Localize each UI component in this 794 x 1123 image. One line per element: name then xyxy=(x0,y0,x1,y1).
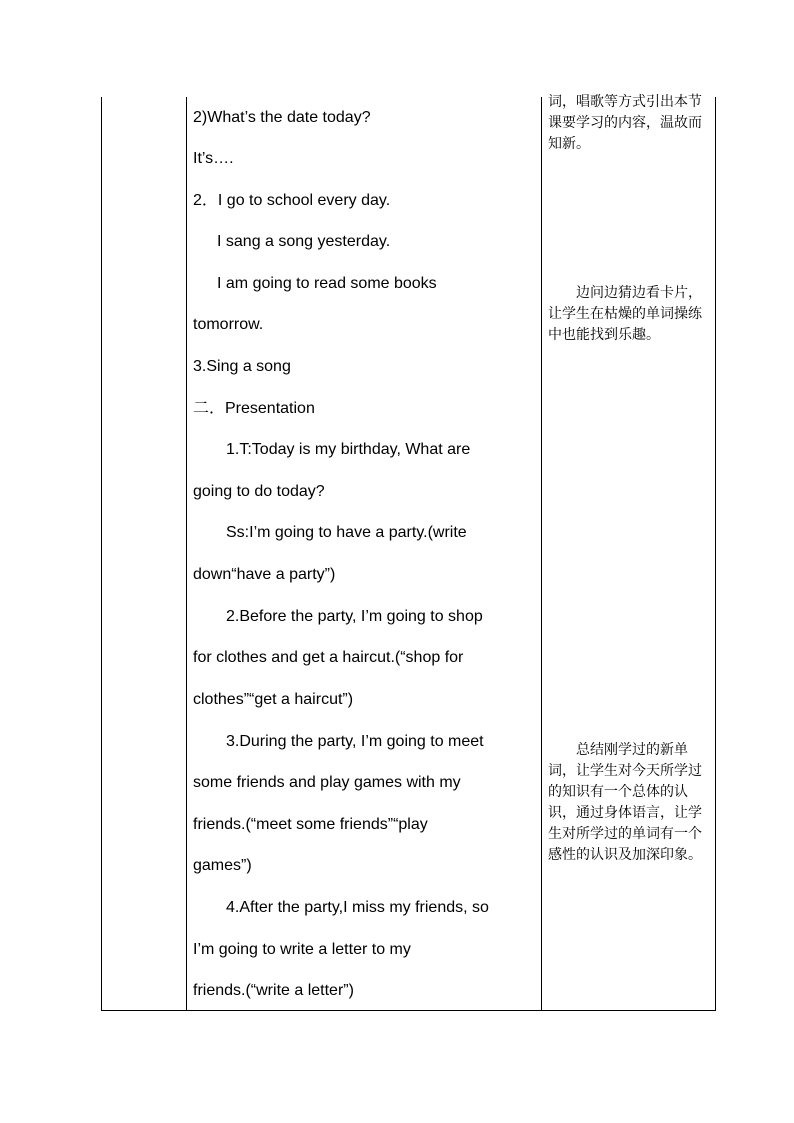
lesson-line: It’s…. xyxy=(193,150,234,167)
lesson-line: 2.Before the party, I’m going to shop xyxy=(226,608,483,625)
design-note: 词，唱歌等方式引出本节课要学习的内容，温故而知新。 xyxy=(548,94,702,152)
lesson-line: 3.During the party, I’m going to meet xyxy=(226,733,484,750)
design-note: 总结刚学过的新单词，让学生对今天所学过的知识有一个总体的认识，通过身体语言，让学生对所学过的单词有一个感性的认识及加深印象。 xyxy=(548,742,702,863)
lesson-line: friends.(“meet some friends”“play xyxy=(193,816,428,833)
table-column-divider xyxy=(541,97,542,1011)
section-heading: 二．Presentation xyxy=(193,400,315,417)
lesson-line: I sang a song yesterday. xyxy=(217,233,391,250)
lesson-line: I’m going to write a letter to my xyxy=(193,941,411,958)
table-column-divider xyxy=(186,97,187,1011)
lesson-line: clothes”“get a haircut”) xyxy=(193,691,354,708)
table-border-right xyxy=(715,97,716,1011)
lesson-line: down“have a party”) xyxy=(193,566,336,583)
lesson-line: 2)What’s the date today? xyxy=(193,109,371,126)
table-border-left xyxy=(101,97,102,1011)
lesson-line: for clothes and get a haircut.(“shop for xyxy=(193,649,464,666)
lesson-line: 1.T:Today is my birthday, What are xyxy=(226,441,471,458)
lesson-line: friends.(“write a letter”) xyxy=(193,982,354,999)
lesson-line: Ss:I’m going to have a party.(write xyxy=(226,524,467,541)
table-bottom-border xyxy=(101,1010,716,1011)
lesson-line: going to do today? xyxy=(193,483,325,500)
lesson-line: 4.After the party,I miss my friends, so xyxy=(226,899,489,916)
lesson-line: 3.Sing a song xyxy=(193,358,291,375)
design-note: 边问边猜边看卡片，让学生在枯燥的单词操练中也能找到乐趣。 xyxy=(548,285,702,343)
lesson-line: some friends and play games with my xyxy=(193,774,461,791)
lesson-line: 2．I go to school every day. xyxy=(193,192,391,209)
lesson-line: tomorrow. xyxy=(193,316,264,333)
lesson-line: games”) xyxy=(193,857,252,874)
lesson-line: I am going to read some books xyxy=(217,275,437,292)
